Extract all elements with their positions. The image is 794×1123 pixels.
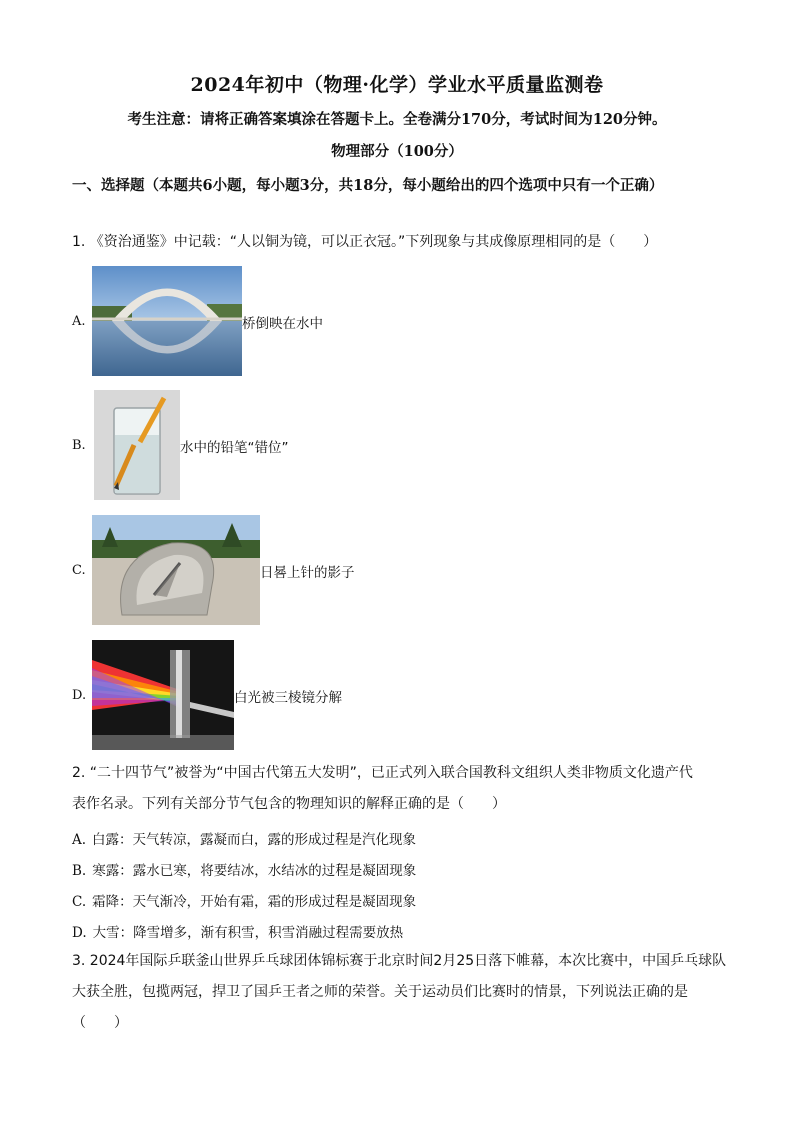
option-text: 水中的铅笔“错位” [180, 440, 289, 456]
prism-dispersion-photo [92, 640, 234, 750]
option-text: 霜降：天气渐冷，开始有霜，霜的形成过程是凝固现象 [92, 894, 417, 910]
part-heading: 物理部分（100分） [331, 143, 463, 160]
option-text: 日晷上针的影子 [260, 565, 355, 581]
question-1-stem: 1. 《资治通鉴》中记载：“人以铜为镜，可以正衣冠。”下列现象与其成像原理相同的是（ ） [72, 234, 658, 250]
option-letter: D. [72, 925, 87, 941]
option-letter: C. [72, 563, 86, 578]
question-2-stem-line-1: 2. “二十四节气”被誉为“中国古代第五大发明”，已正式列入联合国教科文组织人类非物质文化遗产代 [72, 765, 693, 781]
q1-option-b [72, 390, 472, 502]
option-letter: A. [72, 314, 86, 329]
page-title: 2024年初中（物理·化学）学业水平质量监测卷 [190, 74, 604, 96]
section-heading: 一、选择题（本题共6小题，每小题3分，共18分，每小题给出的四个选项中只有一个正确） [72, 177, 664, 194]
q1-option-a [72, 266, 472, 378]
option-text: 白光被三棱镜分解 [234, 690, 342, 706]
q1-option-d [72, 640, 472, 752]
question-3-stem-line-2: 大获全胜，包揽两冠，捍卫了国乒王者之师的荣誉。关于运动员们比赛时的情景，下列说法正确的是（ ） [72, 984, 688, 1031]
option-text: 大雪：降雪增多，渐有积雪，积雪消融过程需要放热 [92, 925, 404, 941]
option-text: 寒露：露水已寒，将要结冰，水结冰的过程是凝固现象 [92, 863, 417, 879]
option-letter: A. [72, 832, 87, 848]
exam-notice: 考生注意：请将正确答案填涂在答题卡上。全卷满分170分，考试时间为120分钟。 [127, 111, 667, 128]
q2-option-a [72, 828, 416, 848]
q2-option-d [72, 921, 403, 941]
option-letter: D. [72, 688, 87, 703]
pencil-in-water-photo [94, 390, 180, 500]
option-text: 白露：天气转凉，露凝而白，露的形成过程是汽化现象 [92, 832, 417, 848]
q2-option-b [72, 859, 416, 879]
bridge-reflection-photo [92, 266, 242, 376]
question-2-stem-line-2: 表作名录。下列有关部分节气包含的物理知识的解释正确的是（ ） [72, 796, 506, 812]
sundial-photo [92, 515, 260, 625]
question-3-stem-line-1: 3. 2024年国际乒联釜山世界乒乓球团体锦标赛于北京时间2月25日落下帷幕，本次比赛中，中国乒乓球队 [72, 953, 727, 969]
q2-option-c [72, 890, 416, 910]
option-letter: B. [72, 438, 86, 453]
q1-option-c [72, 515, 472, 627]
option-letter: C. [72, 894, 87, 910]
option-letter: B. [72, 863, 87, 879]
option-text: 桥倒映在水中 [242, 316, 323, 332]
